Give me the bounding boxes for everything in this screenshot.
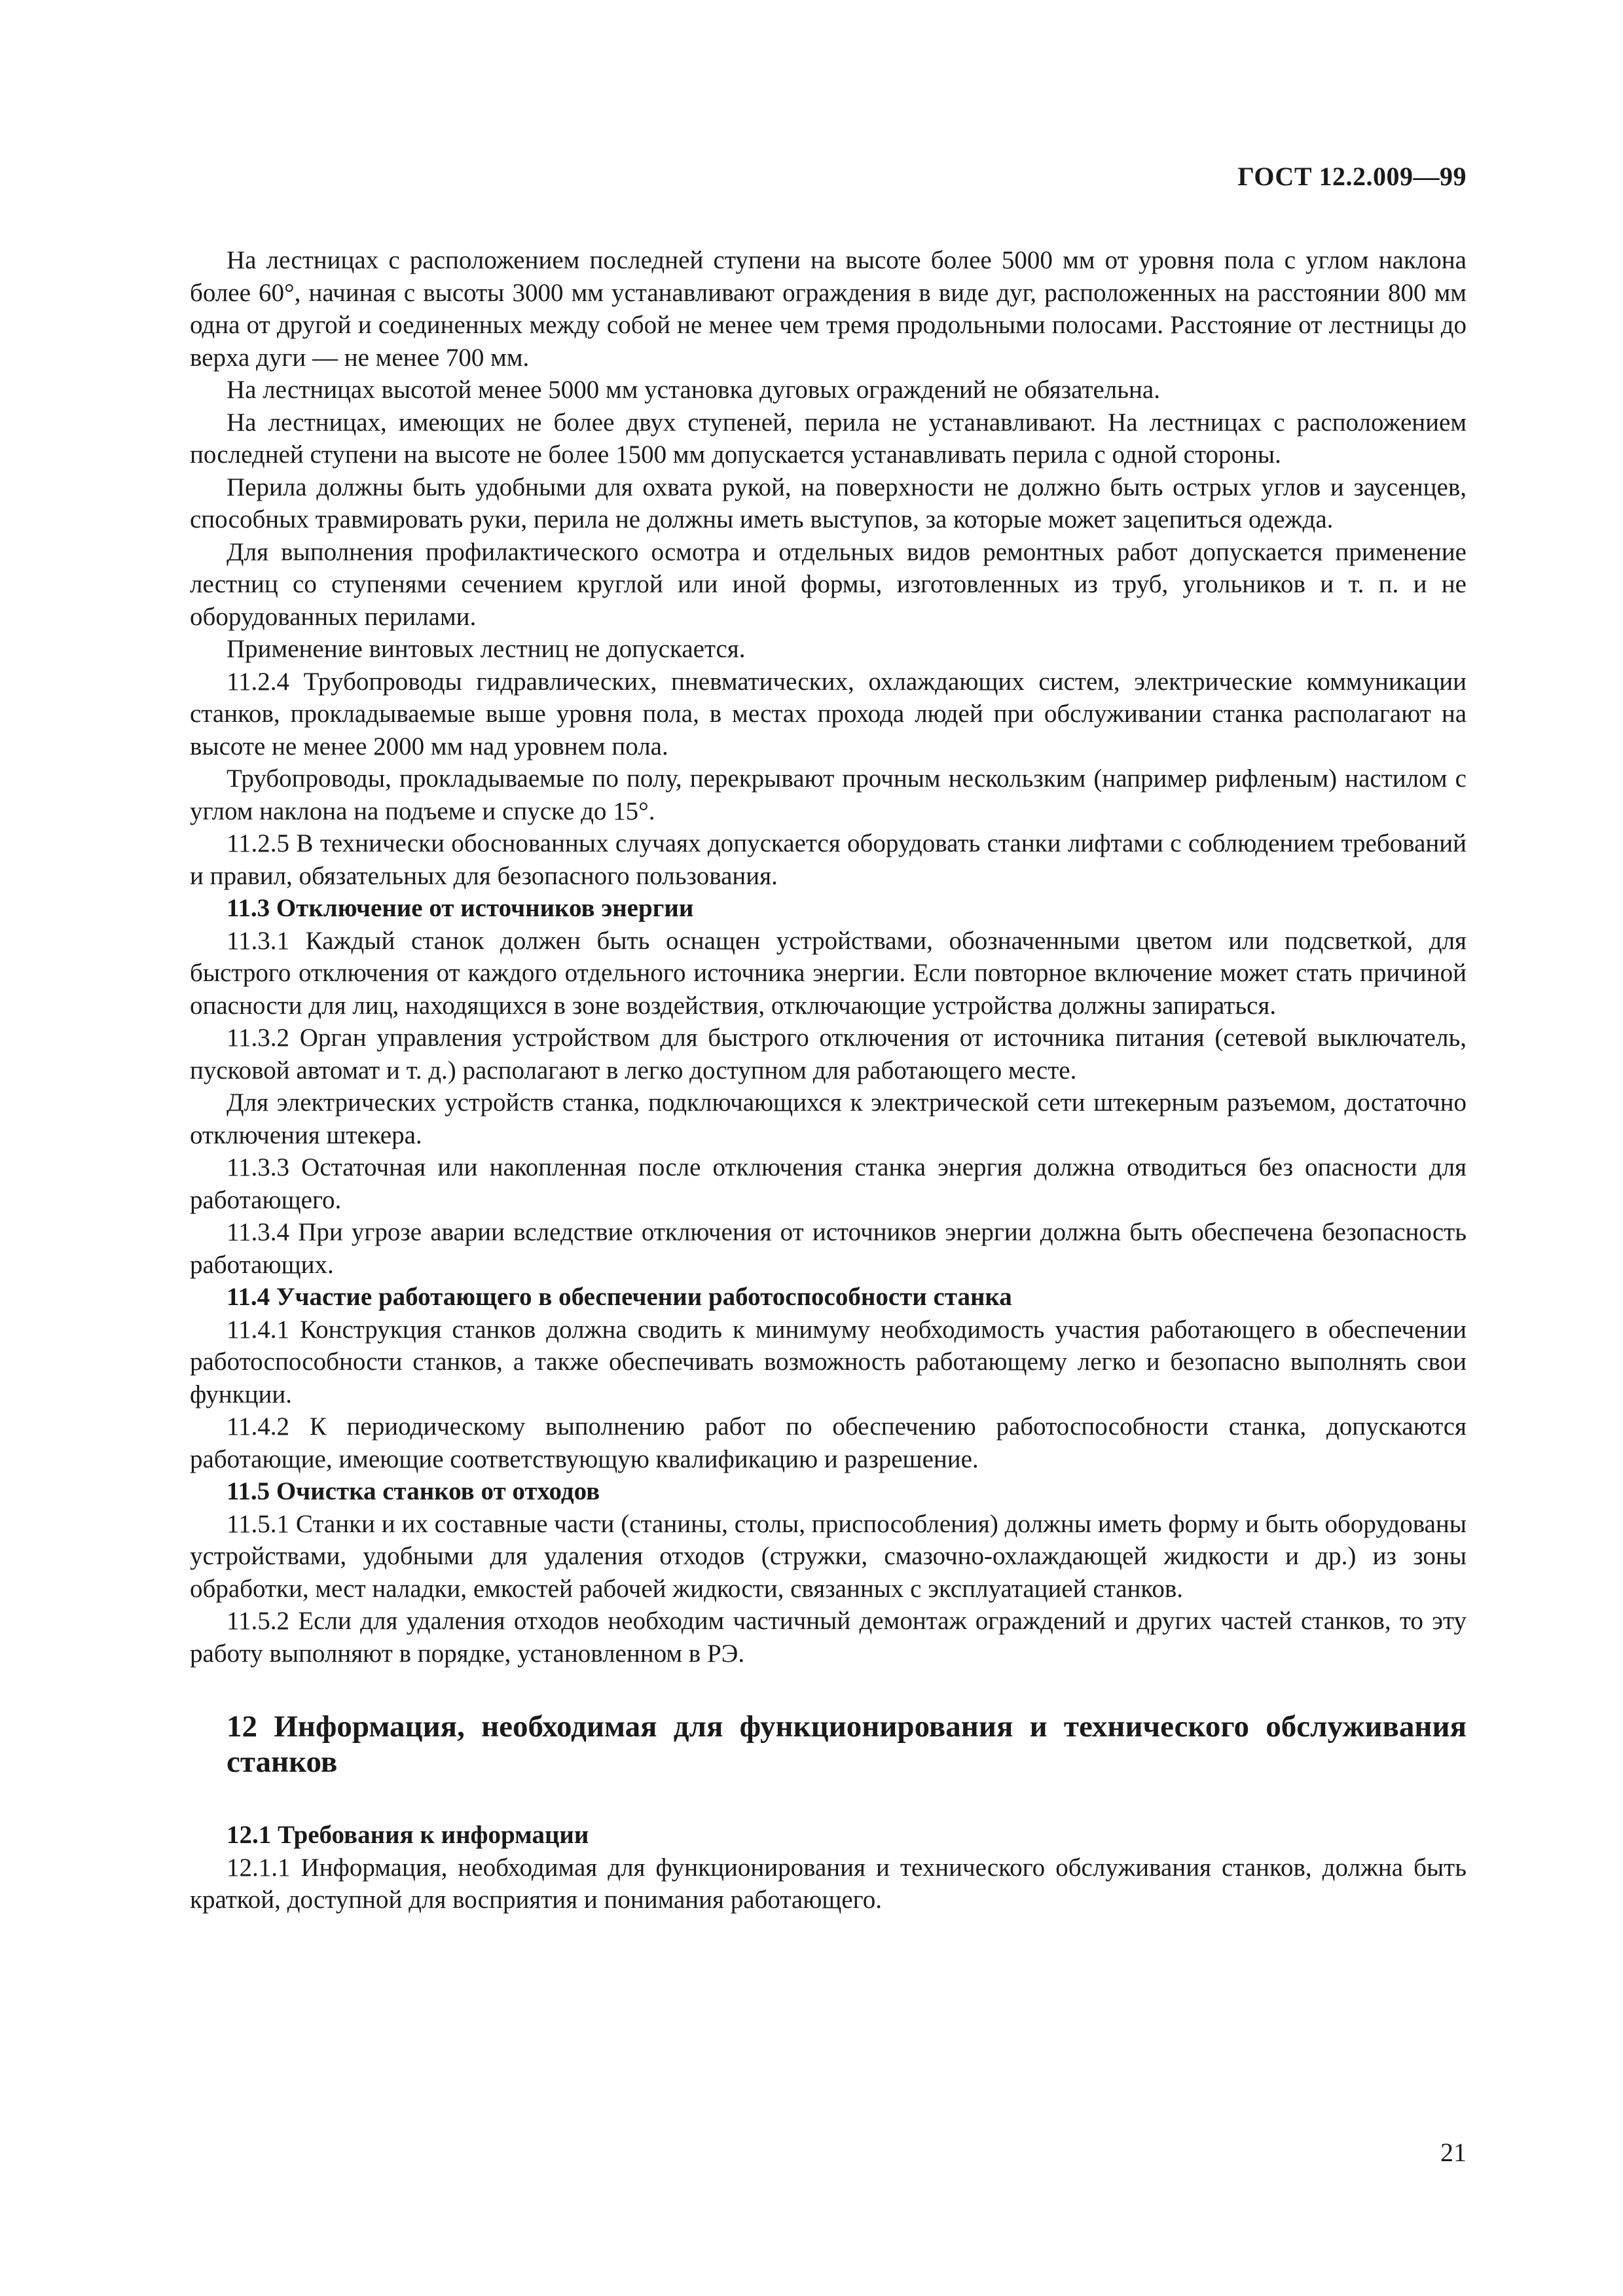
paragraph: Перила должны быть удобными для охвата рукой, на поверхности не должно быть острых углов и заусенцев, способных травмировать руки, перила не должны иметь выступов, за которые может зацепиться одежда. (190, 473, 1467, 533)
clause-11-2-4: 11.2.4 Трубопроводы гидравлических, пневматических, охлаждающих систем, электрические коммуникации станков, прокладываемые выше уровня пола, в местах прохода людей при обслуживании станка располагают на высоте не менее 2000 мм над уровнем пола. (190, 667, 1467, 761)
clause-11-3-1: 11.3.1 Каждый станок должен быть оснащен устройствами, обозначенными цветом или подсветкой, для быстрого отключения от каждого отдельного источника энергии. Если повторное включение может стать причиной опасности для лиц, находящихся в зоне воздействия, отключающие устройства должны запираться. (190, 926, 1467, 1020)
subsection-heading-11-3: 11.3 Отключение от источников энергии (227, 894, 694, 922)
clause-11-3-3: 11.3.3 Остаточная или накопленная после отключения станка энергия должна отводиться без опасности для работающего. (190, 1153, 1467, 1214)
clause-11-4-2: 11.4.2 К периодическому выполнению работ по обеспечению работоспособности станка, допускаются работающие, имеющие соответствующую квалификацию и разрешение. (190, 1412, 1467, 1473)
paragraph: Для выполнения профилактического осмотра и отдельных видов ремонтных работ допускается применение лестниц со ступенями сечением круглой или иной формы, изготовленных из труб, угольников и т. п. и не оборудованных перилами. (190, 537, 1467, 631)
clause-11-3-4: 11.3.4 При угрозе аварии вследствие отключения от источников энергии должна быть обеспечена безопасность работающих. (190, 1218, 1467, 1279)
clause-12-1-1: 12.1.1 Информация, необходимая для функционирования и технического обслуживания станков, должна быть краткой, доступной для восприятия и понимания работающего. (190, 1853, 1467, 1914)
clause-11-4-1: 11.4.1 Конструкция станков должна сводить к минимуму необходимость участия работающего в обеспечении работоспособности станков, а также обеспечивать возможность работающему легко и безопасно выполнять свои функции. (190, 1315, 1467, 1408)
subsection-heading-11-5: 11.5 Очистка станков от отходов (227, 1477, 600, 1505)
paragraph: Для электрических устройств станка, подключающихся к электрической сети штекерным разъемом, достаточно отключения штекера. (190, 1088, 1467, 1149)
clause-11-3-2: 11.3.2 Орган управления устройством для быстрого отключения от источника питания (сетевой выключатель, пусковой автомат и т. д.) располагают в легко доступном для работающего месте. (190, 1024, 1467, 1085)
page-number: 21 (1440, 2138, 1467, 2167)
clause-11-5-1: 11.5.1 Станки и их составные части (станины, столы, приспособления) должны иметь форму и быть оборудованы устройствами, удобными для удаления отходов (стружки, смазочно-охлаждающей жидкости и др.) из зоны обработки, мест наладки, емкостей рабочей жидкости, связанных с эксплуатацией станков. (190, 1509, 1467, 1603)
document-code-header: ГОСТ 12.2.009—99 (1237, 162, 1467, 191)
clause-11-2-5: 11.2.5 В технически обоснованных случаях допускается оборудовать станки лифтами с соблюдением требований и правил, обязательных для безопасного пользования. (190, 829, 1467, 890)
paragraph: Применение винтовых лестниц не допускается. (227, 635, 746, 663)
page-body (190, 244, 1467, 1916)
paragraph: Трубопроводы, прокладываемые по полу, перекрывают прочным нескользким (например рифленым) настилом с углом наклона на подъеме и спуске до 15°. (190, 764, 1467, 825)
section-heading-12: 12 Информация, необходимая для функционирования и технического обслуживания станков (227, 1710, 1467, 1779)
clause-11-5-2: 11.5.2 Если для удаления отходов необходим частичный демонтаж ограждений и других частей станков, то эту работу выполняют в порядке, установленном в РЭ. (190, 1607, 1467, 1668)
paragraph: На лестницах, имеющих не более двух ступеней, перила не устанавливают. На лестницах с расположением последней ступени на высоте не более 1500 мм допускается устанавливать перила с одной стороны. (190, 408, 1467, 469)
subsection-heading-11-4: 11.4 Участие работающего в обеспечении работоспособности станка (227, 1283, 1012, 1311)
subsection-heading-12-1: 12.1 Требования к информации (227, 1821, 589, 1849)
paragraph: На лестницах с расположением последней ступени на высоте более 5000 мм от уровня пола с углом наклона более 60°, начиная с высоты 3000 мм устанавливают ограждения в виде дуг, расположенных на расстоянии 800 мм одна от другой и соединенных между собой не менее чем тремя продольными полосами. Расстояние от лестницы до верха дуги — не менее 700 мм. (190, 246, 1467, 372)
paragraph: На лестницах высотой менее 5000 мм установка дуговых ограждений не обязательна. (227, 376, 1160, 404)
